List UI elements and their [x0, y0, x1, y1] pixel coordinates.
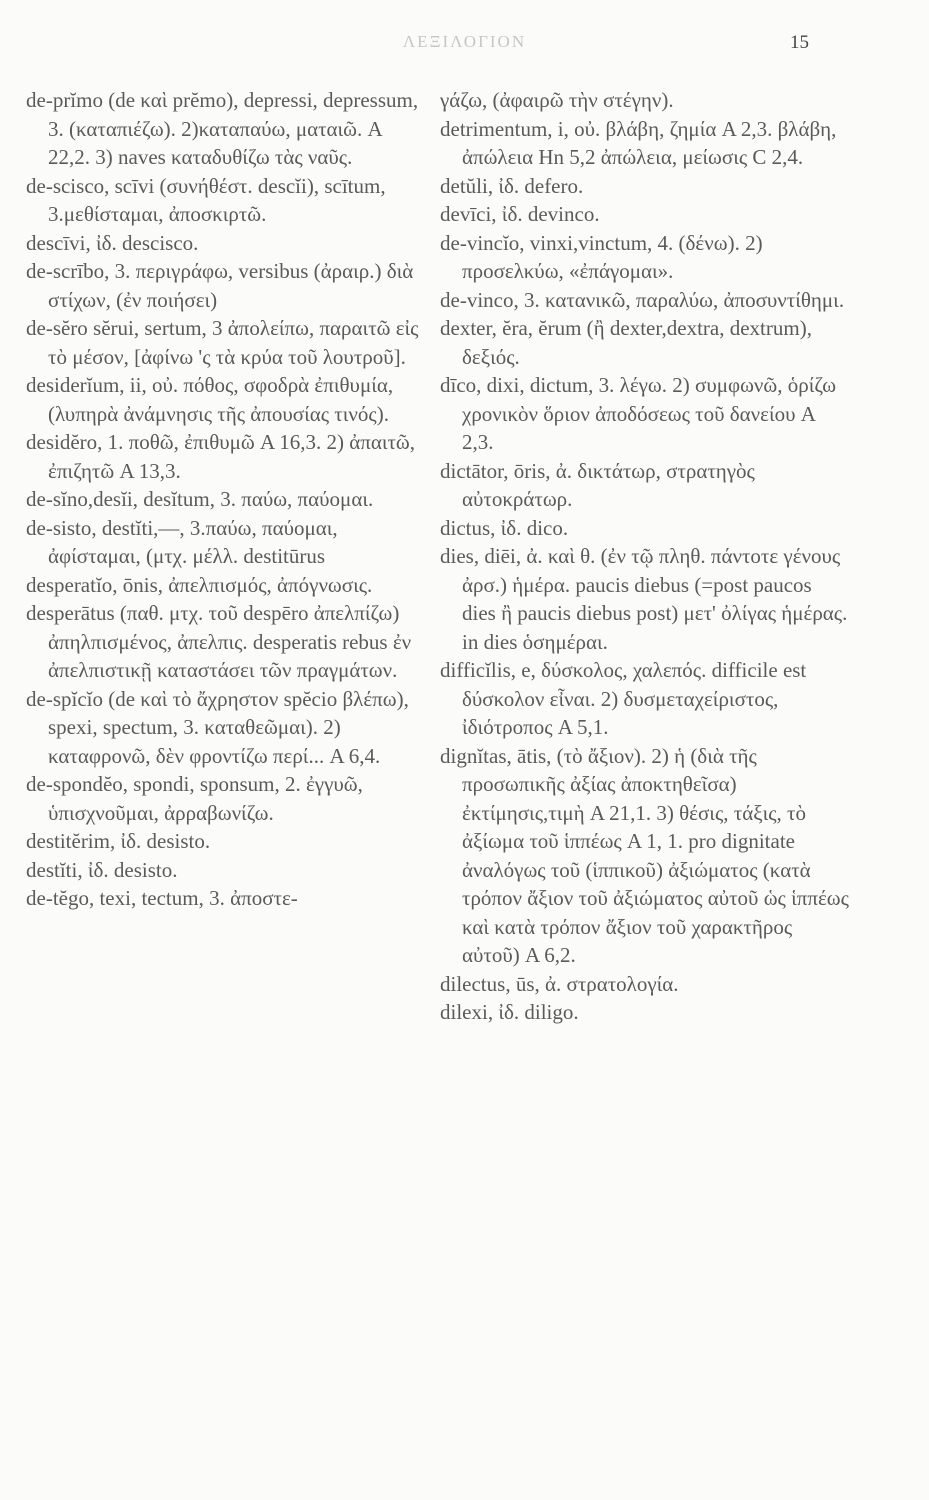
dictionary-entry: desperātus (παθ. μτχ. τοῦ despēro ἀπελπίζω) ἀπηλπισμένος, ἀπελπις. desperatis rebus ἐν ἀπελπιστικῇ καταστάσει τῶν πραγμάτων.: [26, 601, 412, 682]
dictionary-entry: desiderĭum, ii, οὐ. πόθος, σφοδρὰ ἐπιθυμία, (λυπηρὰ ἀνάμνησις τῆς ἀπουσίας τινός).: [26, 373, 394, 426]
running-head: ΛΕΞΙΛΟΓΙΟΝ: [402, 32, 527, 51]
dictionary-entry: dilexi, ἰδ. diligo.: [440, 1000, 579, 1024]
dictionary-entry: de-sĭno,desĭi, desĭtum, 3. παύω, παύομαι.: [26, 487, 374, 511]
dictionary-entry: dies, diēi, ἀ. καὶ θ. (ἐν τῷ πληθ. πάντοτε γένους ἀρσ.) ἡμέρα. paucis diebus (=post paucos dies ἢ paucis diebus post) μετ' ὀλίγας ἡμέρας. in dies ὁσημέραι.: [440, 544, 848, 654]
dictionary-entry: detrimentum, i, οὐ. βλάβη, ζημία A 2,3. βλάβη, ἀπώλεια Hn 5,2 ἀπώλεια, μείωσις C 2,4.: [440, 116, 837, 169]
dictionary-entry: de-scrībo, 3. περιγράφω, versibus (ἀραιρ.) διὰ στίχων, (ἐν ποιήσει): [26, 259, 414, 312]
dictionary-entry: descīvi, ἰδ. descisco.: [26, 230, 199, 255]
dictionary-entry: de-prĭmo (de καὶ prĕmo), depressi, depressum, 3. (καταπιέζω). 2)καταπαύω, ματαιῶ. A 22,2. 3) naves καταδυθίζω τὰς ναῦς.: [26, 88, 419, 169]
dictionary-entry: dictus, ἰδ. dico.: [440, 515, 569, 540]
dictionary-entry: de-sisto, destĭti,—, 3.παύω, παύομαι, ἀφίσταμαι, (μτχ. μέλλ. destitūrus: [26, 515, 338, 568]
dictionary-entry: dilectus, ūs, ἀ. στρατολογία.: [440, 971, 679, 996]
dictionary-entry: de-spĭcĭo (de καὶ τὸ ἄχρηστον spĕcio βλέπω), spexi, spectum, 3. καταθεῶμαι). 2) καταφρονῶ, δὲν φροντίζω περί... A 6,4.: [26, 686, 409, 768]
dictionary-entry: detŭli, ἰδ. defero.: [440, 173, 584, 198]
dictionary-entry: devīci, ἰδ. devinco.: [440, 202, 600, 226]
dictionary-entry: de-tĕgo, texi, tectum, 3. ἀποστε-: [26, 886, 298, 910]
dictionary-entry: dexter, ĕra, ĕrum (ἢ dexter,dextra, dextrum), δεξιός.: [440, 316, 812, 369]
right-column: [440, 86, 850, 1027]
dictionary-entry: de-sĕro sĕrui, sertum, 3 ἀπολείπω, παραιτῶ εἰς τὸ μέσον, [ἀφίνω 'ς τὰ κρύα τοῦ λουτροῦ].: [26, 316, 419, 369]
dictionary-entry: de-scisco, scīvi (συνήθέστ. descĭi), scītum, 3.μεθίσταμαι, ἀποσκιρτῶ.: [26, 173, 386, 226]
dictionary-entry: de-vincĭo, vinxi,vinctum, 4. (δένω). 2) προσελκύω, «ἐπάγομαι».: [440, 230, 763, 283]
dictionary-entry: destitĕrim, ἰδ. desisto.: [26, 829, 211, 853]
dictionary-entry: de-vinco, 3. κατανικῶ, παραλύω, ἀποσυντίθημι.: [440, 287, 845, 312]
dictionary-entry: difficĭlis, e, δύσκολος, χαλεπός. difficile est δύσκολον εἶναι. 2) δυσμεταχείριστος, ἰδιότροπος A 5,1.: [440, 658, 807, 739]
dictionary-entry: dictātor, ōris, ἀ. δικτάτωρ, στρατηγὸς αὐτοκράτωρ.: [440, 458, 755, 511]
dictionary-entry: dignĭtas, ātis, (τὸ ἄξιον). 2) ἡ (διὰ τῆς προσωπικῆς ἀξίας ἀποκτηθεῖσα) ἐκτίμησις,τιμὴ A 21,1. 3) θέσις, τάξις, τὸ ἀξίωμα τοῦ ἱππέως A 1, 1. pro dignitate ἀναλόγως τοῦ (ἱππικοῦ) ἀξιώματος (κατὰ τρόπον ἄξιον τοῦ ἀξιώματος αὐτοῦ ὡς ἱππέως καὶ κατὰ τρόπον ἄξιον τοῦ χαρακτῆρος αὐτοῦ) A 6,2.: [440, 743, 849, 967]
dictionary-entry: desperatĭo, ōnis, ἀπελπισμός, ἀπόγνωσις.: [26, 572, 373, 597]
dictionary-entry: destĭti, ἰδ. desisto.: [26, 857, 178, 882]
left-column: [26, 86, 426, 913]
page-number: 15: [790, 32, 809, 53]
dictionary-entry: desidĕro, 1. ποθῶ, ἐπιθυμῶ A 16,3. 2) ἀπαιτῶ, ἐπιζητῶ A 13,3.: [26, 430, 416, 483]
dictionary-entry: dīco, dixi, dictum, 3. λέγω. 2) συμφωνῶ, ὁρίζω χρονικὸν ὅριον ἀποδόσεως τοῦ δανείου A 2,3.: [440, 373, 837, 454]
dictionary-entry: de-spondĕo, spondi, sponsum, 2. ἐγγυῶ, ὑπισχνοῦμαι, ἀρραβωνίζω.: [26, 772, 363, 825]
dictionary-entry-continuation: γάζω, (ἀφαιρῶ τὴν στέγην).: [440, 88, 674, 112]
